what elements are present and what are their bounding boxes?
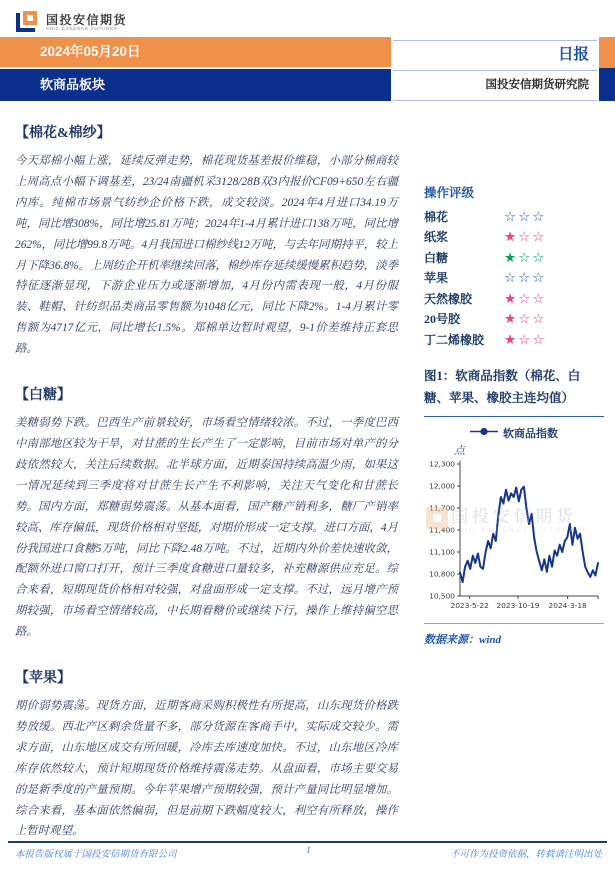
- rating-row: [424, 309, 604, 330]
- divider: [424, 623, 604, 624]
- page-number: 1: [306, 846, 311, 856]
- rating-stars: ★☆☆: [504, 311, 547, 326]
- rating-stars: ★☆☆: [504, 249, 547, 265]
- divider: [393, 40, 597, 41]
- report-type-label: 日报: [557, 46, 589, 63]
- ratings-title: 操作评级: [424, 186, 475, 200]
- divider: [424, 416, 604, 417]
- article-section: [15, 384, 398, 643]
- edge-strip-orange: [599, 37, 615, 68]
- article-section: [15, 122, 398, 360]
- disclaimer: 不可作为投资依据，转载请注明出处: [449, 850, 602, 860]
- rating-name: 纸浆: [424, 230, 449, 245]
- legend-label: 软商品指数: [503, 427, 558, 440]
- header-right-panel: [393, 37, 597, 101]
- rating-name: 苹果: [424, 271, 449, 286]
- institute-label: 国投安信期货研究院: [485, 79, 589, 91]
- legend-marker-icon: [470, 427, 498, 439]
- footer-rule: [8, 841, 607, 843]
- rating-name: 天然橡胶: [424, 291, 473, 306]
- rating-stars: ☆☆☆: [504, 270, 547, 285]
- rating-stars: ★☆☆: [504, 229, 547, 244]
- right-column: [424, 183, 604, 647]
- copyright-note: 本报告版权属于国投安信期货有限公司: [15, 850, 177, 860]
- rating-row: [424, 227, 604, 248]
- rating-name: 棉花: [424, 209, 449, 224]
- rating-stars: ★☆☆: [504, 331, 547, 347]
- section-heading: 【苹果】: [15, 671, 71, 687]
- rating-name: 丁二烯橡胶: [424, 332, 485, 347]
- date-banner: [0, 37, 391, 67]
- svg-text:11,700: 11,700: [429, 503, 455, 513]
- watermark-text: 国投安信期货: [451, 506, 577, 526]
- company-name-en: SDIC ESSENCE FUTURES: [46, 27, 118, 33]
- rating-stars: ★☆☆: [504, 290, 547, 306]
- svg-text:2024-3-18: 2024-3-18: [548, 600, 587, 610]
- svg-text:2023-5-22: 2023-5-22: [450, 600, 489, 610]
- chart-block: [424, 365, 604, 647]
- svg-text:12,000: 12,000: [429, 481, 455, 491]
- company-logo: [14, 8, 127, 39]
- index-line-series: [460, 486, 598, 581]
- section-body: 期价弱势震荡。现货方面，近期客商采购积极性有所提高，山东现货价格跌势放缓。西北产区剩余货量不多，部分货源在客商手中，实际成交较少。需求方面，山东地区成交有所回暖，冷库去库速度加快。不过，山东地区冷库库存依然较大，预计短期现货价格维持震荡走势。从盘面看，市场主要交易的是新季度的产量预期。今年苹果增产预期较强，预计产量同比明显增加。综合来看，基本面依然偏弱，但是前期下跌幅度较大，利空有所释放，操作上暂时观望。: [15, 700, 398, 838]
- divider: [393, 100, 597, 101]
- section-body: 美糖弱势下跌。巴西生产前景较好，市场看空情绪较浓。不过，一季度巴西中南部地区较为干旱，对甘蔗的生长产生了一定影响，目前市场对单产的分歧依然较大，关注后续数据。北半球方面，近期泰国持续高温少雨，如果这一情况延续到三季度将对甘蔗生长产生不利影响，关注天气变化和甘蔗长势。国内方面，郑糖弱势震荡。从基本面看，国产糖产销利多，糖厂产销率较高、库存偏低，现货价格相对坚挺，对期价形成一定支撑。进口方面，4月份我国进口食糖5万吨，同比下降2.48万吨。不过，近期内外价差快速收敛，配额外进口窗口打开，预计三季度食糖进口量较多，补充糖源供应充足。综合来看，短期现货价格相对较强，对盘面形成一定支撑。不过，远月增产预期较强，市场看空情绪较高，中长期看糖价或继续下行，操作上维持偏空思路。: [15, 417, 398, 639]
- article-section: [15, 667, 398, 842]
- rating-row: [424, 288, 604, 309]
- rating-row: [424, 247, 604, 268]
- rating-stars: ☆☆☆: [504, 208, 547, 224]
- sector-title: 软商品板块: [40, 77, 106, 92]
- sector-banner: [0, 69, 391, 101]
- rating-row: [424, 329, 604, 350]
- company-logo-icon: [14, 8, 40, 39]
- svg-text:11,400: 11,400: [429, 525, 455, 535]
- svg-text:10,800: 10,800: [429, 569, 455, 579]
- section-body: 今天郑棉小幅上涨，延续反弹走势，棉花现货基差报价维稳，小部分棉商较上周高点小幅下调基差，23/24南疆机采3128/28B双3内报价CF09+650左右疆内库。纯棉市场景气纺纱企价格下跌，成交较淡。2024年4月进口34.19万吨，同比增308%，同比增25.81万吨；2024年1-4月累计进口138万吨，同比增262%，同比增99.8万吨。4月我国进口棉纱线12万吨，与去年同期持平，较上月下降36.8%。上周纺企开机率继续回落，棉纱库存延续缓慢累积趋势，淡季特征逐渐显现，下游企业压力或逐渐增加，4月份内需表现一般，4月份服装、鞋帽、针纺织品类商品零售额为1048亿元，同比下降2%。1-4月累计零售额为4717亿元，同比增长1.5%。郑棉单边暂时观望，9-1价差维持正套思路。: [15, 155, 398, 356]
- svg-text:2023-10-19: 2023-10-19: [496, 600, 540, 610]
- section-heading: 【棉花&棉纱】: [15, 126, 111, 141]
- watermark-text-en: SDIC ESSENCE FUTURES: [451, 526, 584, 534]
- rating-name: 白糖: [424, 250, 449, 265]
- rating-row: [424, 206, 604, 227]
- chart-area: [424, 458, 604, 619]
- svg-text:12,300: 12,300: [429, 459, 455, 469]
- chart-legend: [424, 425, 604, 441]
- svg-text:11,100: 11,100: [429, 547, 455, 557]
- section-heading: 【白糖】: [15, 388, 71, 404]
- axis-unit-label: 点: [454, 444, 465, 457]
- article-column: [15, 122, 398, 866]
- ratings-list: [424, 206, 604, 350]
- line-chart: [424, 458, 604, 614]
- rating-name: 20号胶: [424, 312, 461, 327]
- data-source: 数据来源：wind: [424, 633, 502, 646]
- chart-title: 图1：软商品指数（棉花、白糖、苹果、橡胶主连均值）: [424, 368, 581, 405]
- report-date: 2024年05月20日: [40, 44, 141, 59]
- svg-text:10,500: 10,500: [429, 591, 455, 601]
- divider: [393, 70, 597, 71]
- company-name: 国投安信期货: [46, 13, 128, 28]
- rating-row: [424, 268, 604, 289]
- edge-strip-blue: [599, 68, 615, 101]
